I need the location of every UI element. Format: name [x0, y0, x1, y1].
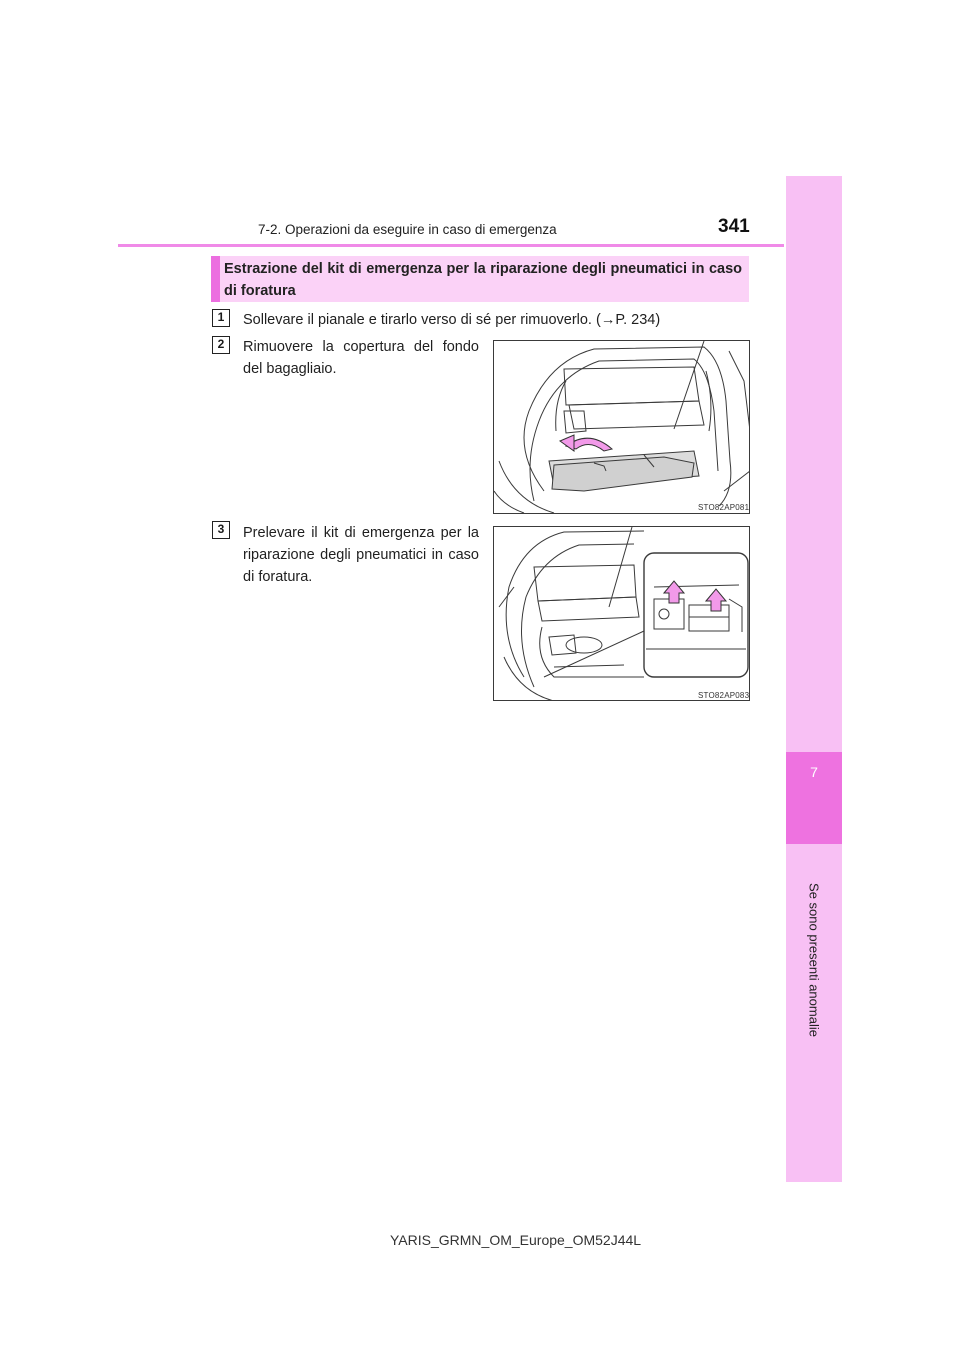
figure-tire-repair-kit — [493, 526, 750, 701]
step-3-number: 3 — [212, 521, 230, 539]
repair-kit-illustration — [494, 527, 750, 701]
page-number: 341 — [718, 216, 750, 237]
step-2-text: Rimuovere la copertura del fondo del bagagliaio. — [243, 339, 479, 377]
section-title: 7-2. Operazioni da eseguire in caso di emergenza — [258, 222, 557, 237]
heading-accent-bar — [211, 256, 220, 302]
chapter-number: 7 — [810, 764, 818, 780]
step-2-number: 2 — [212, 336, 230, 354]
trunk-illustration — [494, 341, 750, 514]
figure-1-code: STO82AP081 — [698, 503, 750, 512]
step-1-number: 1 — [212, 309, 230, 327]
figure-trunk-floor-cover — [493, 340, 750, 514]
document-footer: YARIS_GRMN_OM_Europe_OM52J44L — [390, 1232, 642, 1248]
section-heading: Estrazione del kit di emergenza per la riparazione degli pneumatici in caso di foratura — [224, 261, 742, 299]
header-rule — [118, 244, 784, 247]
figure-2-code: STO82AP083 — [698, 691, 750, 700]
step-1-text: Sollevare il pianale e tirarlo verso di sé per rimuoverlo. (→P. 234) — [243, 312, 661, 328]
step-3-text: Prelevare il kit di emergenza per la riparazione degli pneumatici in caso di foratura. — [243, 525, 479, 585]
chapter-number-tab — [786, 752, 842, 844]
chapter-title: Se sono presenti anomalie — [806, 883, 822, 1037]
